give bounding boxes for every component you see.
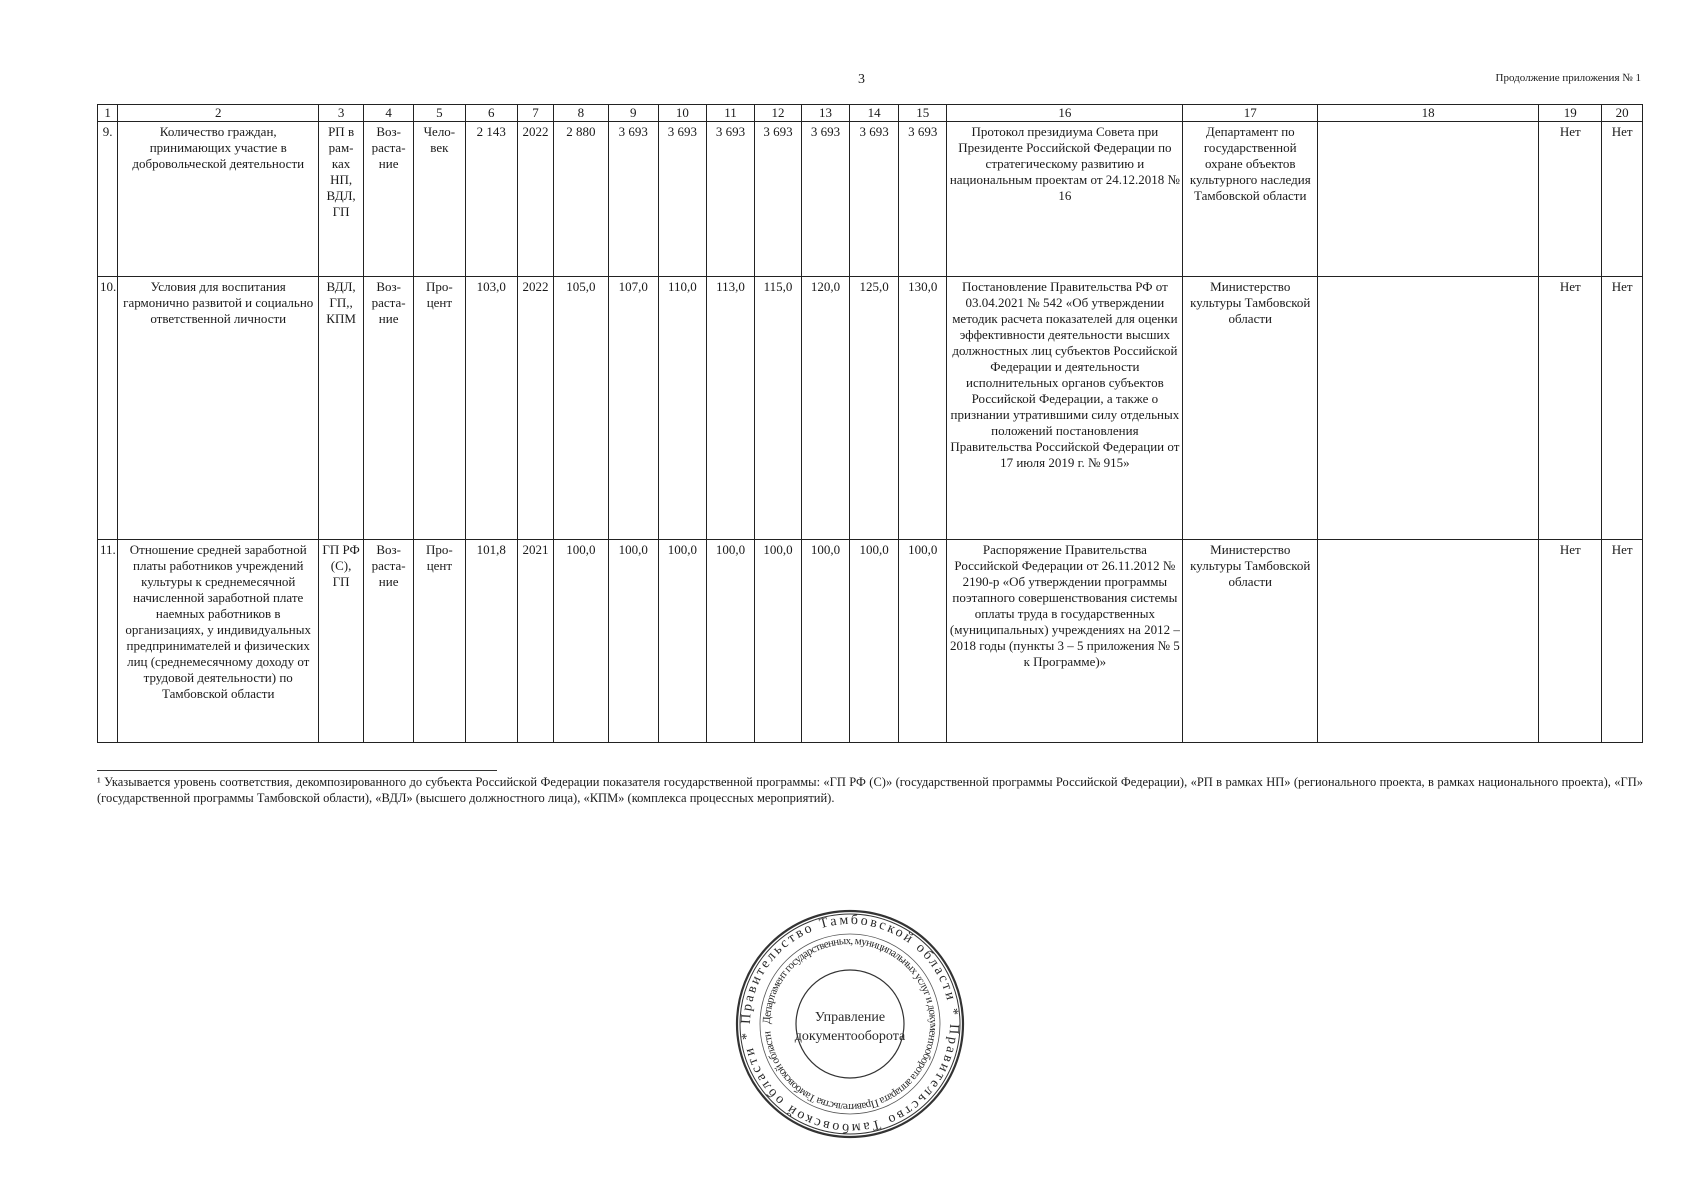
column-header: 6: [465, 105, 517, 122]
page-number: 3: [858, 72, 865, 87]
column-header: 2: [118, 105, 319, 122]
column-header: 16: [947, 105, 1183, 122]
indicator-name: Количество граждан, принимающих участие в добровольческой деятельности: [118, 122, 319, 277]
stamp-center-line2: документооборота: [794, 1029, 906, 1044]
value-cell: 3 693: [608, 122, 658, 277]
base-year: 2021: [517, 540, 553, 743]
indicator-name: Условия для воспитания гармонично развитой и социально ответственной личности: [118, 277, 319, 540]
official-stamp: [734, 908, 966, 1140]
column-18-cell: [1318, 277, 1539, 540]
column-header: 3: [319, 105, 364, 122]
table-row: [98, 277, 1643, 540]
footnote: ¹ Указывается уровень соответствия, декомпозированного до субъекта Российской Федерации показателя государственной программы: «ГП РФ (С)» (государственной программы Российской Федерации), «РП в рамках НП» (регионального проекта, в рамках национального проекта), «ГП» (государственной программы Тамбовской области), «ВДЛ» (высшего должностного лица), «КПМ» (комплекса процессных мероприятий).: [97, 775, 1643, 805]
stamp-center-line1: Управление: [814, 1010, 886, 1025]
value-cell: 3 693: [802, 122, 850, 277]
value-cell: 105,0: [554, 277, 608, 540]
base-value: 2 143: [465, 122, 517, 277]
indicators-table: [97, 104, 1643, 743]
column-header: 11: [706, 105, 754, 122]
value-cell: 130,0: [899, 277, 947, 540]
column-header: 15: [899, 105, 947, 122]
base-value: 103,0: [465, 277, 517, 540]
column-header: 18: [1318, 105, 1539, 122]
column-19-cell: Нет: [1539, 540, 1602, 743]
column-header: 10: [658, 105, 706, 122]
column-header: 12: [755, 105, 802, 122]
indicator-unit: Про- цент: [414, 540, 465, 743]
column-header: 9: [608, 105, 658, 122]
indicator-trend: Воз- раста- ние: [364, 122, 414, 277]
legal-document: Протокол президиума Совета при Президенте Российской Федерации по стратегическому развитию и национальным проектам от 24.12.2018 № 16: [947, 122, 1183, 277]
responsible-body: Департамент по государственной охране объектов культурного наследия Тамбовской области: [1183, 122, 1318, 277]
column-19-cell: Нет: [1539, 122, 1602, 277]
value-cell: 100,0: [658, 540, 706, 743]
base-year: 2022: [517, 122, 553, 277]
column-header: 5: [414, 105, 465, 122]
column-18-cell: [1318, 540, 1539, 743]
value-cell: 3 693: [755, 122, 802, 277]
value-cell: 100,0: [899, 540, 947, 743]
value-cell: 100,0: [802, 540, 850, 743]
column-header: 8: [554, 105, 608, 122]
column-header: 19: [1539, 105, 1602, 122]
indicator-trend: Воз- раста- ние: [364, 277, 414, 540]
continuation-label: Продолжение приложения № 1: [1495, 72, 1641, 84]
value-cell: 110,0: [658, 277, 706, 540]
column-20-cell: Нет: [1602, 122, 1643, 277]
row-number: 11.: [98, 540, 118, 743]
row-number: 9.: [98, 122, 118, 277]
column-number-row: [98, 105, 1643, 122]
value-cell: 100,0: [608, 540, 658, 743]
value-cell: 3 693: [658, 122, 706, 277]
responsible-body: Министерство культуры Тамбовской области: [1183, 277, 1318, 540]
stamp-outer-text: Правительство Тамбовской области * Правительство Тамбовской области *: [738, 912, 962, 1136]
responsible-body: Министерство культуры Тамбовской области: [1183, 540, 1318, 743]
indicator-trend: Воз- раста- ние: [364, 540, 414, 743]
column-19-cell: Нет: [1539, 277, 1602, 540]
value-cell: 3 693: [706, 122, 754, 277]
footnote-divider: [97, 770, 497, 771]
value-cell: 125,0: [850, 277, 899, 540]
column-header: 20: [1602, 105, 1643, 122]
column-header: 4: [364, 105, 414, 122]
value-cell: 100,0: [554, 540, 608, 743]
value-cell: 100,0: [706, 540, 754, 743]
column-header: 17: [1183, 105, 1318, 122]
column-header: 1: [98, 105, 118, 122]
column-header: 7: [517, 105, 553, 122]
indicator-unit: Чело- век: [414, 122, 465, 277]
value-cell: 113,0: [706, 277, 754, 540]
column-20-cell: Нет: [1602, 277, 1643, 540]
legal-document: Постановление Правительства РФ от 03.04.2021 № 542 «Об утверждении методик расчета показателей для оценки эффективности деятельности высших должностных лиц субъектов Российской Федерации и деятельности исполнительных органов субъектов Российской Федерации, а также о признании утратившими силу отдельных положений постановления Правительства Российской Федерации от 17 июля 2019 г. № 915»: [947, 277, 1183, 540]
value-cell: 3 693: [850, 122, 899, 277]
column-header: 14: [850, 105, 899, 122]
base-value: 101,8: [465, 540, 517, 743]
value-cell: 100,0: [755, 540, 802, 743]
table-row: [98, 540, 1643, 743]
column-20-cell: Нет: [1602, 540, 1643, 743]
column-18-cell: [1318, 122, 1539, 277]
value-cell: 100,0: [850, 540, 899, 743]
legal-document: Распоряжение Правительства Российской Федерации от 26.11.2012 № 2190-р «Об утверждении программы поэтапного совершенствования системы оплаты труда в государственных (муниципальных) учреждениях на 2012 – 2018 годы (пункты 3 – 5 приложения № 5 к Программе)»: [947, 540, 1183, 743]
value-cell: 3 693: [899, 122, 947, 277]
table-row: [98, 122, 1643, 277]
stamp-middle-text: Департамент государственных, муниципальных услуг и документооборота аппарата Правительства Тамбовской области: [760, 934, 940, 1114]
indicator-level: РП в рам- ках НП, ВДЛ, ГП: [319, 122, 364, 277]
row-number: 10.: [98, 277, 118, 540]
value-cell: 120,0: [802, 277, 850, 540]
indicator-name: Отношение средней заработной платы работников учреждений культуры к среднемесячной начисленной заработной плате наемных работников в организациях, у индивидуальных предпринимателей и физических лиц (среднемесячному доходу от трудовой деятельности) по Тамбовской области: [118, 540, 319, 743]
indicator-unit: Про- цент: [414, 277, 465, 540]
indicator-level: ГП РФ (С), ГП: [319, 540, 364, 743]
value-cell: 115,0: [755, 277, 802, 540]
value-cell: 2 880: [554, 122, 608, 277]
column-header: 13: [802, 105, 850, 122]
base-year: 2022: [517, 277, 553, 540]
indicator-level: ВДЛ, ГП,, КПМ: [319, 277, 364, 540]
value-cell: 107,0: [608, 277, 658, 540]
